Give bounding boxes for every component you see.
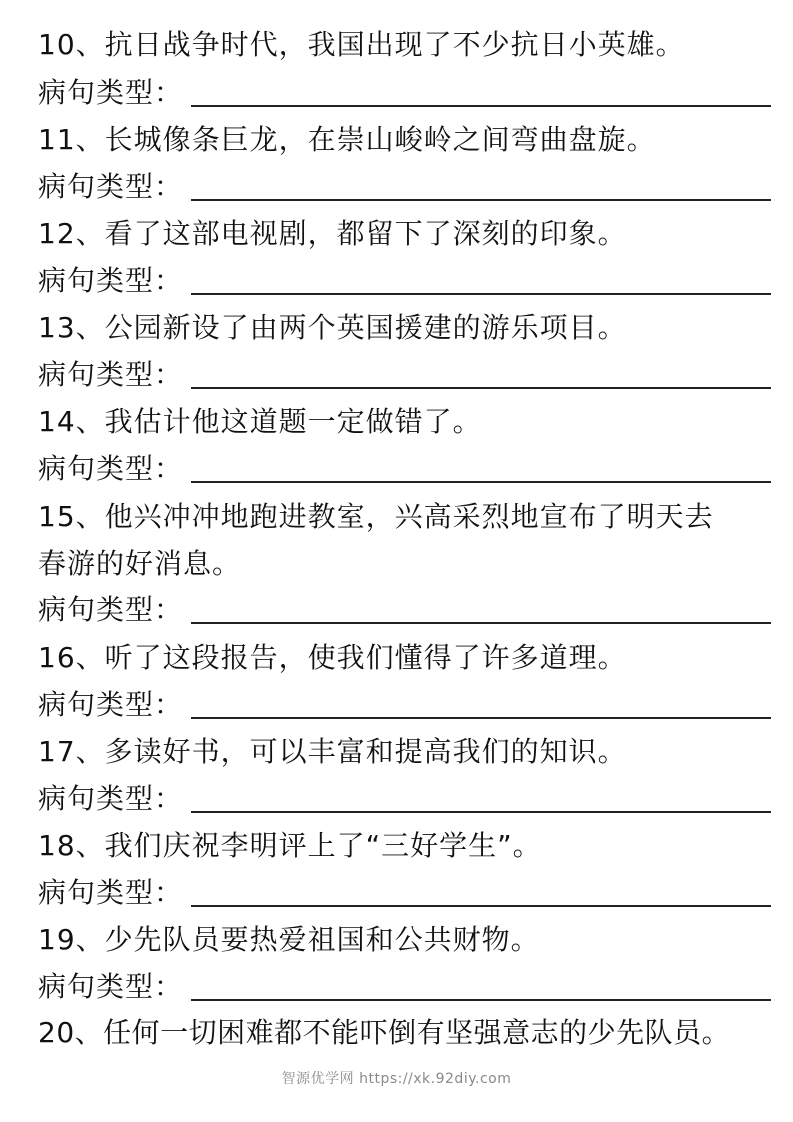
question-text: 我估计他这道题一定做错了。 [104,405,482,438]
answer-blank[interactable] [191,267,771,295]
answer-label: 病句类型： [38,264,184,297]
answer-label: 病句类型： [38,358,184,391]
answer-row-10 [38,71,771,115]
answer-blank[interactable] [191,79,771,107]
footer-watermark: 智源优学网 https://xk.92diy.com [281,1071,512,1087]
question-15-continuation [38,542,781,586]
question-text: 多读好书，可以丰富和提高我们的知识。 [104,735,627,768]
question-text: 他兴冲冲地跑进教室，兴高采烈地宣布了明天去 [104,500,714,533]
answer-blank[interactable] [191,361,771,389]
answer-label: 病句类型： [38,593,184,626]
question-19 [38,918,781,962]
question-number: 20、 [38,1016,104,1049]
question-number: 15、 [38,500,105,533]
answer-label: 病句类型： [38,76,184,109]
question-text: 我们庆祝李明评上了“三好学生”。 [104,829,542,862]
answer-row-14 [38,447,771,491]
question-number: 16、 [38,641,105,674]
question-number: 19、 [38,923,105,956]
question-text: 看了这部电视剧，都留下了深刻的印象。 [104,217,627,250]
question-16 [38,636,781,680]
question-number: 11、 [38,123,105,156]
answer-row-15 [38,588,771,632]
answer-row-12 [38,259,771,303]
answer-row-16 [38,683,771,727]
answer-label: 病句类型： [38,688,184,721]
question-number: 12、 [38,217,105,250]
answer-blank[interactable] [191,785,771,813]
question-number: 18、 [38,829,105,862]
question-20 [38,1011,787,1055]
answer-blank[interactable] [191,691,771,719]
question-12 [38,212,781,256]
answer-row-18 [38,871,771,915]
answer-blank[interactable] [191,455,771,483]
question-text: 听了这段报告，使我们懂得了许多道理。 [104,641,627,674]
answer-blank[interactable] [191,173,771,201]
question-15 [38,495,781,539]
question-number: 13、 [38,311,105,344]
question-number: 10、 [38,28,105,61]
question-text: 长城像条巨龙，在崇山峻岭之间弯曲盘旋。 [104,123,656,156]
question-number: 14、 [38,405,105,438]
question-text-continuation: 春游的好消息。 [38,547,242,580]
question-10 [38,23,781,67]
question-17 [38,730,781,774]
question-number: 17、 [38,735,105,768]
question-18 [38,824,781,868]
answer-label: 病句类型： [38,452,184,485]
question-text: 少先队员要热爱祖国和公共财物。 [104,923,540,956]
answer-row-19 [38,965,771,1009]
question-14 [38,400,781,444]
answer-row-17 [38,777,771,821]
answer-blank[interactable] [191,973,771,1001]
question-11 [38,118,781,162]
answer-label: 病句类型： [38,170,184,203]
answer-row-11 [38,165,771,209]
answer-label: 病句类型： [38,782,184,815]
question-text: 任何一切困难都不能吓倒有坚强意志的少先队员。 [103,1016,731,1049]
question-text: 公园新设了由两个英国援建的游乐项目。 [104,311,627,344]
answer-label: 病句类型： [38,876,184,909]
question-text: 抗日战争时代，我国出现了不少抗日小英雄。 [104,28,685,61]
answer-row-13 [38,353,771,397]
answer-blank[interactable] [191,879,771,907]
answer-blank[interactable] [191,596,771,624]
question-13 [38,306,781,350]
answer-label: 病句类型： [38,970,184,1003]
